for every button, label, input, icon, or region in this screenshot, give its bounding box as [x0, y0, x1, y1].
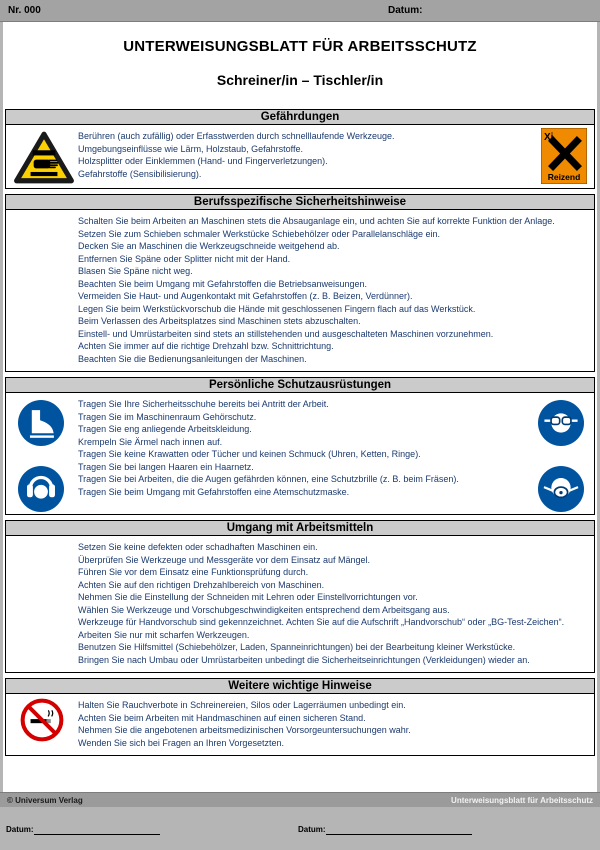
instruction-line: Halten Sie Rauchverbote in Schreinereien, Silos oder Lagerräumen unbedingt ein. [78, 700, 406, 710]
page-subtitle: Schreiner/in – Tischler/in [216, 72, 384, 88]
instruction-line: Tragen Sie Ihre Sicherheitsschuhe bereits bei Antritt der Arbeit. [78, 399, 329, 409]
general-instruction-list [78, 700, 580, 749]
worksheet-page [3, 22, 597, 792]
hazard-list [78, 131, 532, 180]
ear-protection-icon [18, 466, 64, 516]
section-header-gefaehrdungen: Gefährdungen [5, 109, 595, 125]
section-header-schutzausruestungen: Persönliche Schutzausrüstungen [5, 377, 595, 393]
doc-type-label: Unterweisungsblatt für Arbeitsschutz [451, 795, 593, 805]
instruction-line: Tragen Sie bei langen Haaren ein Haarnetz. [78, 461, 254, 472]
instruction-line: Werkzeuge für Handvorschub sind gekennzeichnet. Achten Sie auf die Aufschrift „Handvorschub“ oder „BG-Test-Zeichen“. [78, 617, 565, 627]
instruction-line: Krempeln Sie Ärmel nach innen auf. [78, 436, 223, 447]
instruction-line: Einstell- und Umrüstarbeiten sind stets an stillstehenden und ausgeschalteten Maschinen vorzunehmen. [78, 328, 494, 339]
safety-goggles-icon [538, 400, 584, 450]
hazard-line: Gefahrstoffe (Sensibilisierung). [78, 168, 202, 179]
publisher-label: © Universum Verlag [7, 795, 83, 805]
instruction-line: Überprüfen Sie Werkzeuge und Messgeräte vor dem Einsatz auf Mängel. [78, 554, 370, 565]
safety-instruction-list [78, 216, 580, 365]
section-gefaehrdungen [5, 109, 595, 189]
instruction-line: Wenden Sie sich bei Fragen an Ihren Vorgesetzten. [78, 737, 284, 748]
instruction-line: Achten Sie auf den richtigen Drehzahlbereich von Maschinen. [78, 579, 325, 590]
respirator-mask-icon [538, 466, 584, 516]
irritant-text-label: Reizend [547, 172, 581, 182]
ppe-instruction-list [78, 399, 532, 498]
section-weitere-hinweise [5, 678, 595, 756]
date-field-1-label: Datum: [6, 825, 34, 834]
footer-bar [0, 792, 600, 807]
date-field-2-label: Datum: [298, 825, 326, 834]
instruction-line: Tragen Sie beim Umgang mit Gefahrstoffen eine Atemschutzmaske. [78, 486, 350, 497]
section-sicherheitshinweise [5, 194, 595, 372]
instruction-line: Beim Verlassen des Arbeitsplatzes sind Maschinen stets abzuschalten. [78, 316, 361, 326]
instruction-line: Decken Sie an Maschinen die Werkzeugschneide weitgehend ab. [78, 241, 340, 251]
top-datum-label: Datum: [388, 5, 423, 16]
instruction-line: Wählen Sie Werkzeuge und Vorschubgeschwindigkeiten entsprechend dem Arbeitsgang aus. [78, 604, 450, 615]
instruction-line: Achten Sie immer auf die richtige Drehzahl bzw. Schnittrichtung. [78, 341, 334, 351]
instruction-line: Legen Sie beim Werkstückvorschub die Hände mit geschlossenen Fingern flach auf das Werkstück. [78, 303, 476, 314]
section-schutzausruestungen [5, 377, 595, 515]
hazard-line: Berühren (auch zufällig) oder Erfasstwerden durch schnelllaufende Werkzeuge. [78, 131, 395, 141]
no-smoking-icon [20, 698, 64, 746]
instruction-line: Arbeiten Sie nur mit scharfen Werkzeugen. [78, 629, 250, 640]
instruction-line: Setzen Sie zum Schieben schmaler Werkstücke Schiebehölzer oder Parallelanschläge ein. [78, 228, 441, 239]
section-header-arbeitsmittel: Umgang mit Arbeitsmitteln [5, 520, 595, 536]
instruction-line: Schalten Sie beim Arbeiten an Maschinen stets die Absauganlage ein, und achten Sie auf korrekte Funktion der Anlage. [78, 216, 555, 226]
doc-number: Nr. 000 [8, 5, 41, 16]
instruction-line: Bringen Sie nach Umbau oder Umrüstarbeiten unbedingt die Sicherheitseinrichtungen (Verkleidungen) wieder an. [78, 654, 530, 665]
instruction-line: Nehmen Sie die Einstellung der Schneiden mit Lehren oder Einstellvorrichtungen vor. [78, 592, 418, 602]
ppe-left-icons [18, 400, 64, 515]
signature-row [0, 822, 600, 838]
safety-boots-icon [18, 400, 64, 450]
instruction-line: Beachten Sie beim Umgang mit Gefahrstoffen die Betriebsanweisungen. [78, 278, 368, 289]
hazard-line: Holzsplitter oder Einklemmen (Hand- und Fingerverletzungen). [78, 156, 328, 166]
section-header-sicherheitshinweise: Berufsspezifische Sicherheitshinweise [5, 194, 595, 210]
irritant-xi-icon [541, 128, 587, 188]
instruction-line: Tragen Sie keine Krawatten oder Tücher und keinen Schmuck (Uhren, Ketten, Ringe). [78, 449, 421, 459]
page-title: UNTERWEISUNGSBLATT FÜR ARBEITSSCHUTZ [123, 38, 477, 55]
instruction-line: Entfernen Sie Späne oder Splitter nicht mit der Hand. [78, 253, 291, 264]
instruction-line: Führen Sie vor dem Einsatz eine Funktionsprüfung durch. [78, 567, 309, 577]
instruction-line: Benutzen Sie Hilfsmittel (Schiebehölzer, Laden, Spanneinrichtungen) bei der Bearbeitung kleiner Werkstücke. [78, 642, 516, 652]
hazard-line: Umgebungseinflüsse wie Lärm, Holzstaub, Gefahrstoffe. [78, 143, 303, 154]
instruction-line: Tragen Sie im Maschinenraum Gehörschutz. [78, 411, 257, 422]
instruction-line: Beachten Sie die Bedienungsanleitungen der Maschinen. [78, 353, 307, 364]
irritant-code-label: Xi [544, 132, 554, 143]
instruction-line: Tragen Sie eng anliegende Arbeitskleidung. [78, 424, 252, 434]
instruction-line: Achten Sie beim Arbeiten mit Handmaschinen auf einen sicheren Stand. [78, 712, 366, 723]
top-header-bar [0, 0, 600, 22]
instruction-line: Tragen Sie bei Arbeiten, die die Augen gefährden können, eine Schutzbrille (z. B. beim Fräsen). [78, 474, 459, 484]
ppe-right-icons [538, 400, 584, 515]
instruction-line: Vermeiden Sie Haut- und Augenkontakt mit Gefahrstoffen (z. B. Beizen, Verdünner). [78, 291, 413, 301]
tool-instruction-list [78, 542, 580, 666]
instruction-line: Blasen Sie Späne nicht weg. [78, 266, 193, 276]
section-header-weitere-hinweise: Weitere wichtige Hinweise [5, 678, 595, 694]
date-field-1-line[interactable] [34, 825, 160, 835]
instruction-line: Nehmen Sie die angebotenen arbeitsmedizinischen Vorsorgeuntersuchungen wahr. [78, 725, 411, 735]
section-arbeitsmittel [5, 520, 595, 673]
crush-hazard-warning-icon [13, 130, 75, 189]
instruction-line: Setzen Sie keine defekten oder schadhaften Maschinen ein. [78, 542, 318, 552]
date-field-2-line[interactable] [326, 825, 472, 835]
